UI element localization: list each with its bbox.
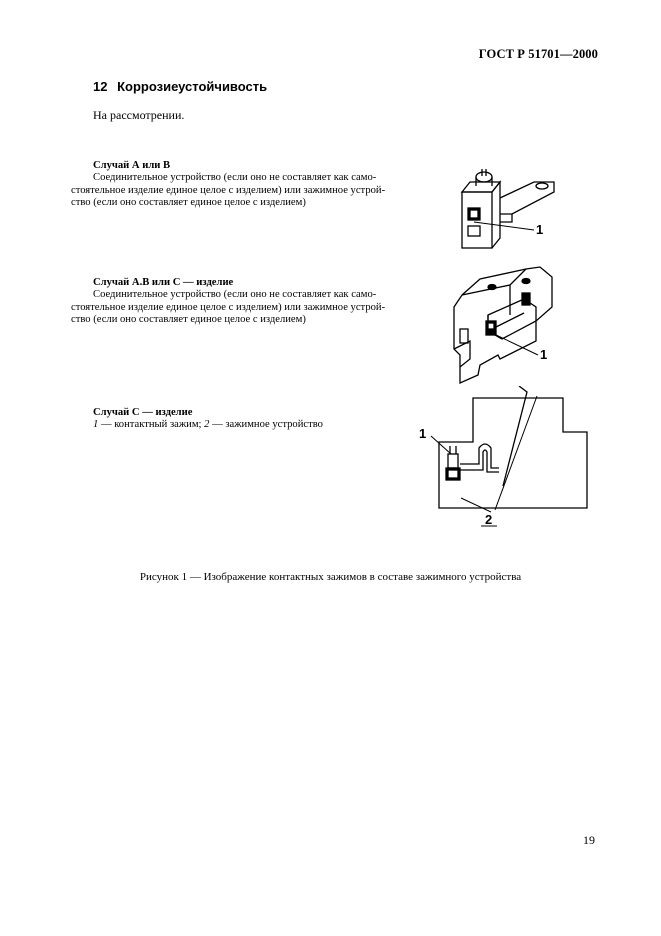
figure-label-1: 1 bbox=[419, 426, 427, 441]
legend-number-1: 1 bbox=[93, 419, 99, 431]
figure-terminal-lug bbox=[448, 164, 558, 254]
figure-clamp-section bbox=[415, 386, 595, 536]
page-number: 19 bbox=[583, 833, 595, 847]
legend-text-1: — контактный зажим; bbox=[98, 419, 205, 431]
case-title: Случай А.В или С — изделие bbox=[93, 277, 234, 288]
case-line: стоятельное изделие единое целое с изделием) или зажимное устрой- bbox=[71, 184, 386, 196]
figure-label: 1 bbox=[536, 222, 544, 237]
case-title: Случай С — изделие bbox=[93, 407, 193, 418]
figure-device-terminal bbox=[440, 263, 560, 385]
figure-label-2: 2 bbox=[485, 512, 493, 527]
legend-number-2: 2 bbox=[204, 419, 210, 431]
legend-text-2: — зажимное устройство bbox=[209, 419, 323, 431]
case-ab-or-c bbox=[71, 277, 398, 327]
case-c bbox=[93, 407, 398, 432]
case-line: стоятельное изделие единое целое с изделием) или зажимное устрой- bbox=[71, 301, 386, 313]
case-line: Соединительное устройство (если оно не составляет как само- bbox=[93, 172, 377, 184]
document-code: ГОСТ Р 51701—2000 bbox=[478, 47, 598, 61]
legend-line bbox=[93, 419, 398, 431]
intro-paragraph: На рассмотрении. bbox=[93, 108, 185, 122]
case-line: Соединительное устройство (если оно не составляет как само- bbox=[93, 289, 377, 301]
case-line: ство (если оно составляет единое целое с изделием) bbox=[71, 314, 306, 326]
figure-caption: Рисунок 1 — Изображение контактных зажимов в составе зажимного устройства bbox=[139, 571, 522, 583]
case-a-or-b bbox=[71, 160, 398, 210]
case-line: ство (если оно составляет единое целое с изделием) bbox=[71, 197, 306, 209]
figure-label: 1 bbox=[540, 347, 548, 362]
section-heading bbox=[93, 79, 267, 94]
section-number: 12 bbox=[93, 79, 108, 94]
section-title-text: Коррозиеустойчивость bbox=[117, 79, 268, 94]
case-title: Случай А или В bbox=[93, 160, 171, 171]
